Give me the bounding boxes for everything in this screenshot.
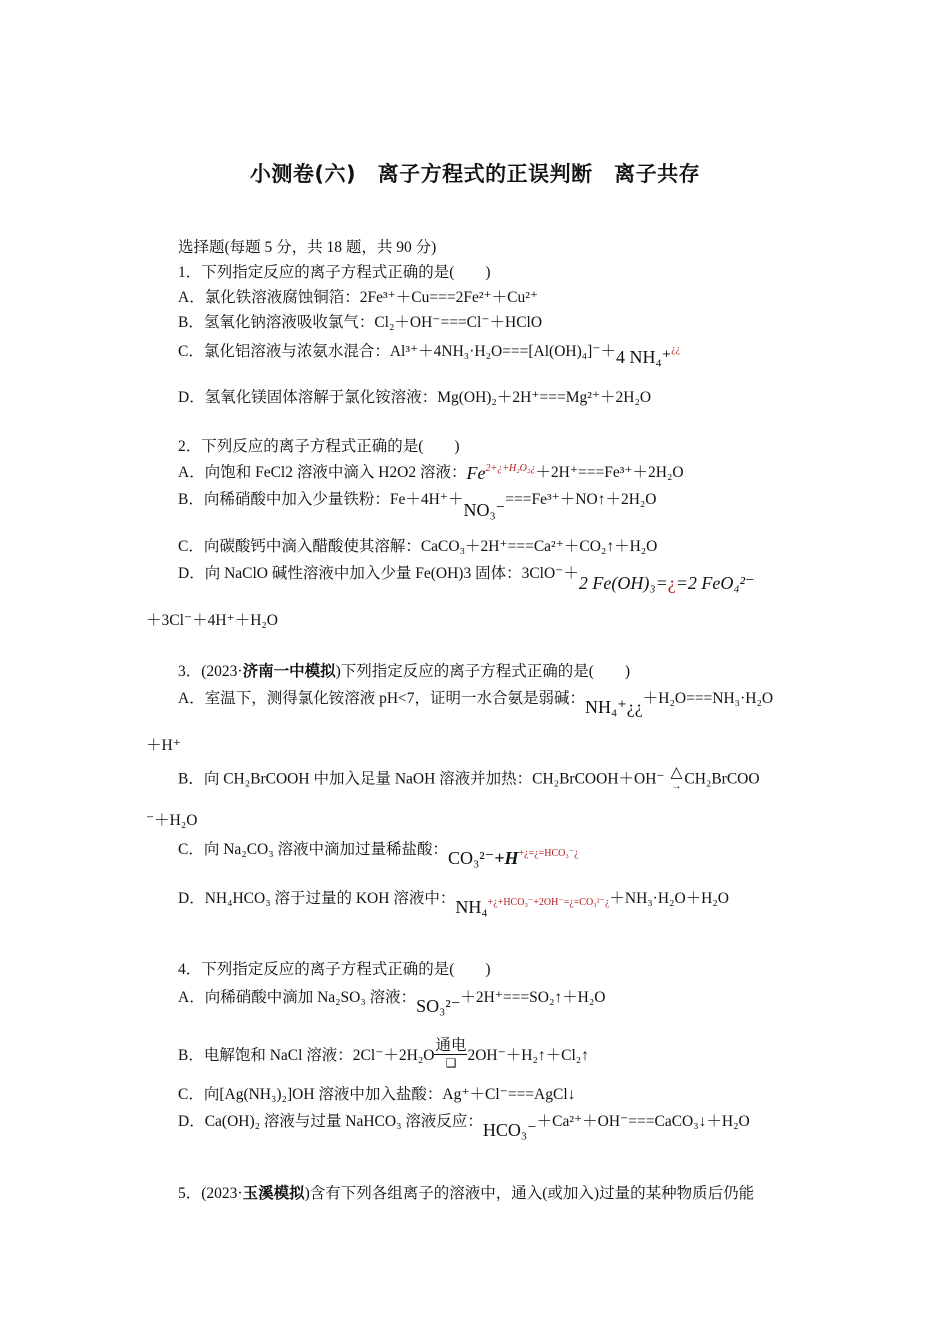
q2-option-a (178, 461, 684, 485)
q4-option-b-post: 2OH⁻＋H₂↑＋Cl₂↑ (467, 1047, 589, 1065)
q3-option-d-post: ＋NH₃·H₂O＋H₂O (609, 890, 729, 907)
q1-option-c-text: C．氯化铝溶液与浓氨水混合：Al³⁺＋4NH₃·H₂O===[Al(OH)₄]⁻＋ (178, 343, 617, 360)
q4-option-d-post: ＋Ca²⁺＋OH⁻===CaCO₃↓＋H₂O (536, 1113, 750, 1130)
heating-triangle: △ (670, 764, 683, 781)
q2-option-d (178, 562, 755, 593)
q3-option-a-post: ＋H₂O===NH₃·H₂O (642, 690, 774, 707)
q3-option-b-continued: ⁻＋H₂O (146, 812, 198, 829)
q3-option-a-continued: ＋H⁺ (146, 737, 181, 754)
q1-option-d: D．氢氧化镁固体溶解于氯化铵溶液：Mg(OH)₂＋2H⁺===Mg²⁺＋2H₂O (178, 389, 652, 406)
q2-option-b-text: B．向稀硝酸中加入少量铁粉：Fe＋4H⁺＋ (178, 491, 464, 508)
q3-option-b-text: B．向 CH₂BrCOOH 中加入足量 NaOH 溶液并加热：CH₂BrCOOH＋OH⁻ (178, 770, 665, 788)
q2-option-c: C．向碳酸钙中滴入醋酸使其溶解：CaCO₃＋2H⁺===Ca²⁺＋CO₂↑＋H₂O (178, 538, 658, 555)
electrolysis-label: 通电 (435, 1037, 467, 1054)
q4-option-d (178, 1110, 750, 1140)
q2-option-a-sup: 2+¿+H₂O₂¿ (485, 463, 536, 474)
q3-option-d-text: D．NH₄HCO₃ 溶于过量的 KOH 溶液中： (178, 890, 456, 907)
q3-stem-prefix: 3．(2023· (178, 663, 243, 680)
q3-option-a-ion: NH₄⁺¿¿ (585, 697, 643, 717)
q5-source: 玉溪模拟 (242, 1185, 305, 1202)
q4-option-a-ion: SO₃²⁻ (416, 996, 461, 1016)
q1-option-c (178, 340, 681, 367)
q3-option-a (178, 687, 774, 717)
q2-option-a-fe: Fe (466, 463, 486, 483)
q4-option-d-ion: HCO₃⁻ (482, 1120, 537, 1140)
q5-stem-text: )含有下列各组离子的溶液中，通入(或加入)过量的某种物质后仍能 (304, 1185, 755, 1202)
q4-option-a-post: ＋2H⁺===SO₂↑＋H₂O (460, 989, 606, 1006)
heating-mark (670, 766, 682, 794)
q1-stem: 1．下列指定反应的离子方程式正确的是( ) (178, 264, 491, 281)
q3-stem (178, 662, 630, 682)
q4-option-a (178, 986, 606, 1016)
section-header: 选择题(每题 5 分，共 18 题，共 90 分) (178, 239, 437, 256)
q2-option-d-eq1: 2 Fe(OH)₃= (578, 573, 668, 593)
q4-option-d-text: D．Ca(OH)₂ 溶液与过量 NaHCO₃ 溶液反应： (178, 1113, 483, 1130)
q2-option-d-glyph: ¿ (667, 573, 676, 593)
q3-option-c-h: +H (494, 848, 519, 868)
electrolysis-mark (434, 1038, 467, 1071)
q2-option-a-text: A．向饱和 FeCl2 溶液中滴入 H2O2 溶液： (178, 464, 467, 481)
q2-option-a-post: ＋2H⁺===Fe³⁺＋2H₂O (535, 464, 684, 481)
q3-option-b (178, 766, 760, 794)
q2-stem: 2．下列反应的离子方程式正确的是( ) (178, 438, 460, 455)
q3-option-d (178, 887, 729, 917)
q1-option-c-ion: 4 NH₄⁺ (616, 347, 672, 367)
q3-option-c-ion: CO₃²⁻ (448, 848, 495, 868)
reaction-arrow: → (671, 781, 682, 792)
q3-source: 济南一中模拟 (242, 663, 336, 680)
q3-option-c (178, 838, 579, 868)
q3-option-c-text: C．向 Na₂CO₃ 溶液中滴加过量稀盐酸： (178, 841, 449, 858)
page-title: 小测卷(六) 离子方程式的正误判断 离子共存 (249, 162, 701, 186)
q3-option-b-post: CH₂BrCOO (684, 770, 760, 788)
q3-option-a-text: A．室温下，测得氯化铵溶液 pH<7，证明一水合氨是弱碱： (178, 690, 586, 707)
q2-option-d-continued: ＋3Cl⁻＋4H⁺＋H₂O (146, 612, 278, 629)
q2-option-d-eq2: =2 FeO₄²⁻ (675, 573, 755, 593)
q2-option-b-ion: NO₃⁻ (463, 500, 506, 520)
q4-stem: 4．下列指定反应的离子方程式正确的是( ) (178, 961, 491, 978)
q3-stem-text: )下列指定反应的离子方程式正确的是( ) (335, 663, 631, 680)
q4-option-b (178, 1037, 589, 1073)
q4-option-c: C．向[Ag(NH₃)₂]OH 溶液中加入盐酸：Ag⁺＋Cl⁻===AgCl↓ (178, 1086, 576, 1103)
q1-option-c-glyph: ¿¿ (671, 344, 681, 355)
q3-option-d-glyph: +¿+HCO₃⁻+2OH⁻=¿=CO₃²⁻¿ (487, 897, 610, 908)
q1-option-b: B．氢氧化钠溶液吸收氯气：Cl₂＋OH⁻===Cl⁻＋HClO (178, 314, 543, 331)
q3-option-c-glyph: +¿=¿=HCO₃⁻¿ (518, 848, 579, 859)
q4-option-a-text: A．向稀硝酸中滴加 Na₂SO₃ 溶液： (178, 989, 417, 1006)
q5-stem-prefix: 5．(2023· (178, 1185, 243, 1202)
q2-option-b-post: ===Fe³⁺＋NO↑＋2H₂O (505, 491, 657, 508)
q5-stem (178, 1184, 754, 1204)
q2-option-d-text: D．向 NaClO 碱性溶液中加入少量 Fe(OH)3 固体：3ClO⁻＋ (178, 565, 579, 582)
q4-option-b-text: B．电解饱和 NaCl 溶液：2Cl⁻＋2H₂O (178, 1047, 435, 1065)
q2-option-b (178, 488, 657, 520)
electrolysis-box-glyph: ❑ (445, 1056, 457, 1070)
q1-option-a: A．氯化铁溶液腐蚀铜箔：2Fe³⁺＋Cu===2Fe²⁺＋Cu²⁺ (178, 289, 539, 306)
q3-option-d-ion: NH₄ (455, 897, 488, 917)
